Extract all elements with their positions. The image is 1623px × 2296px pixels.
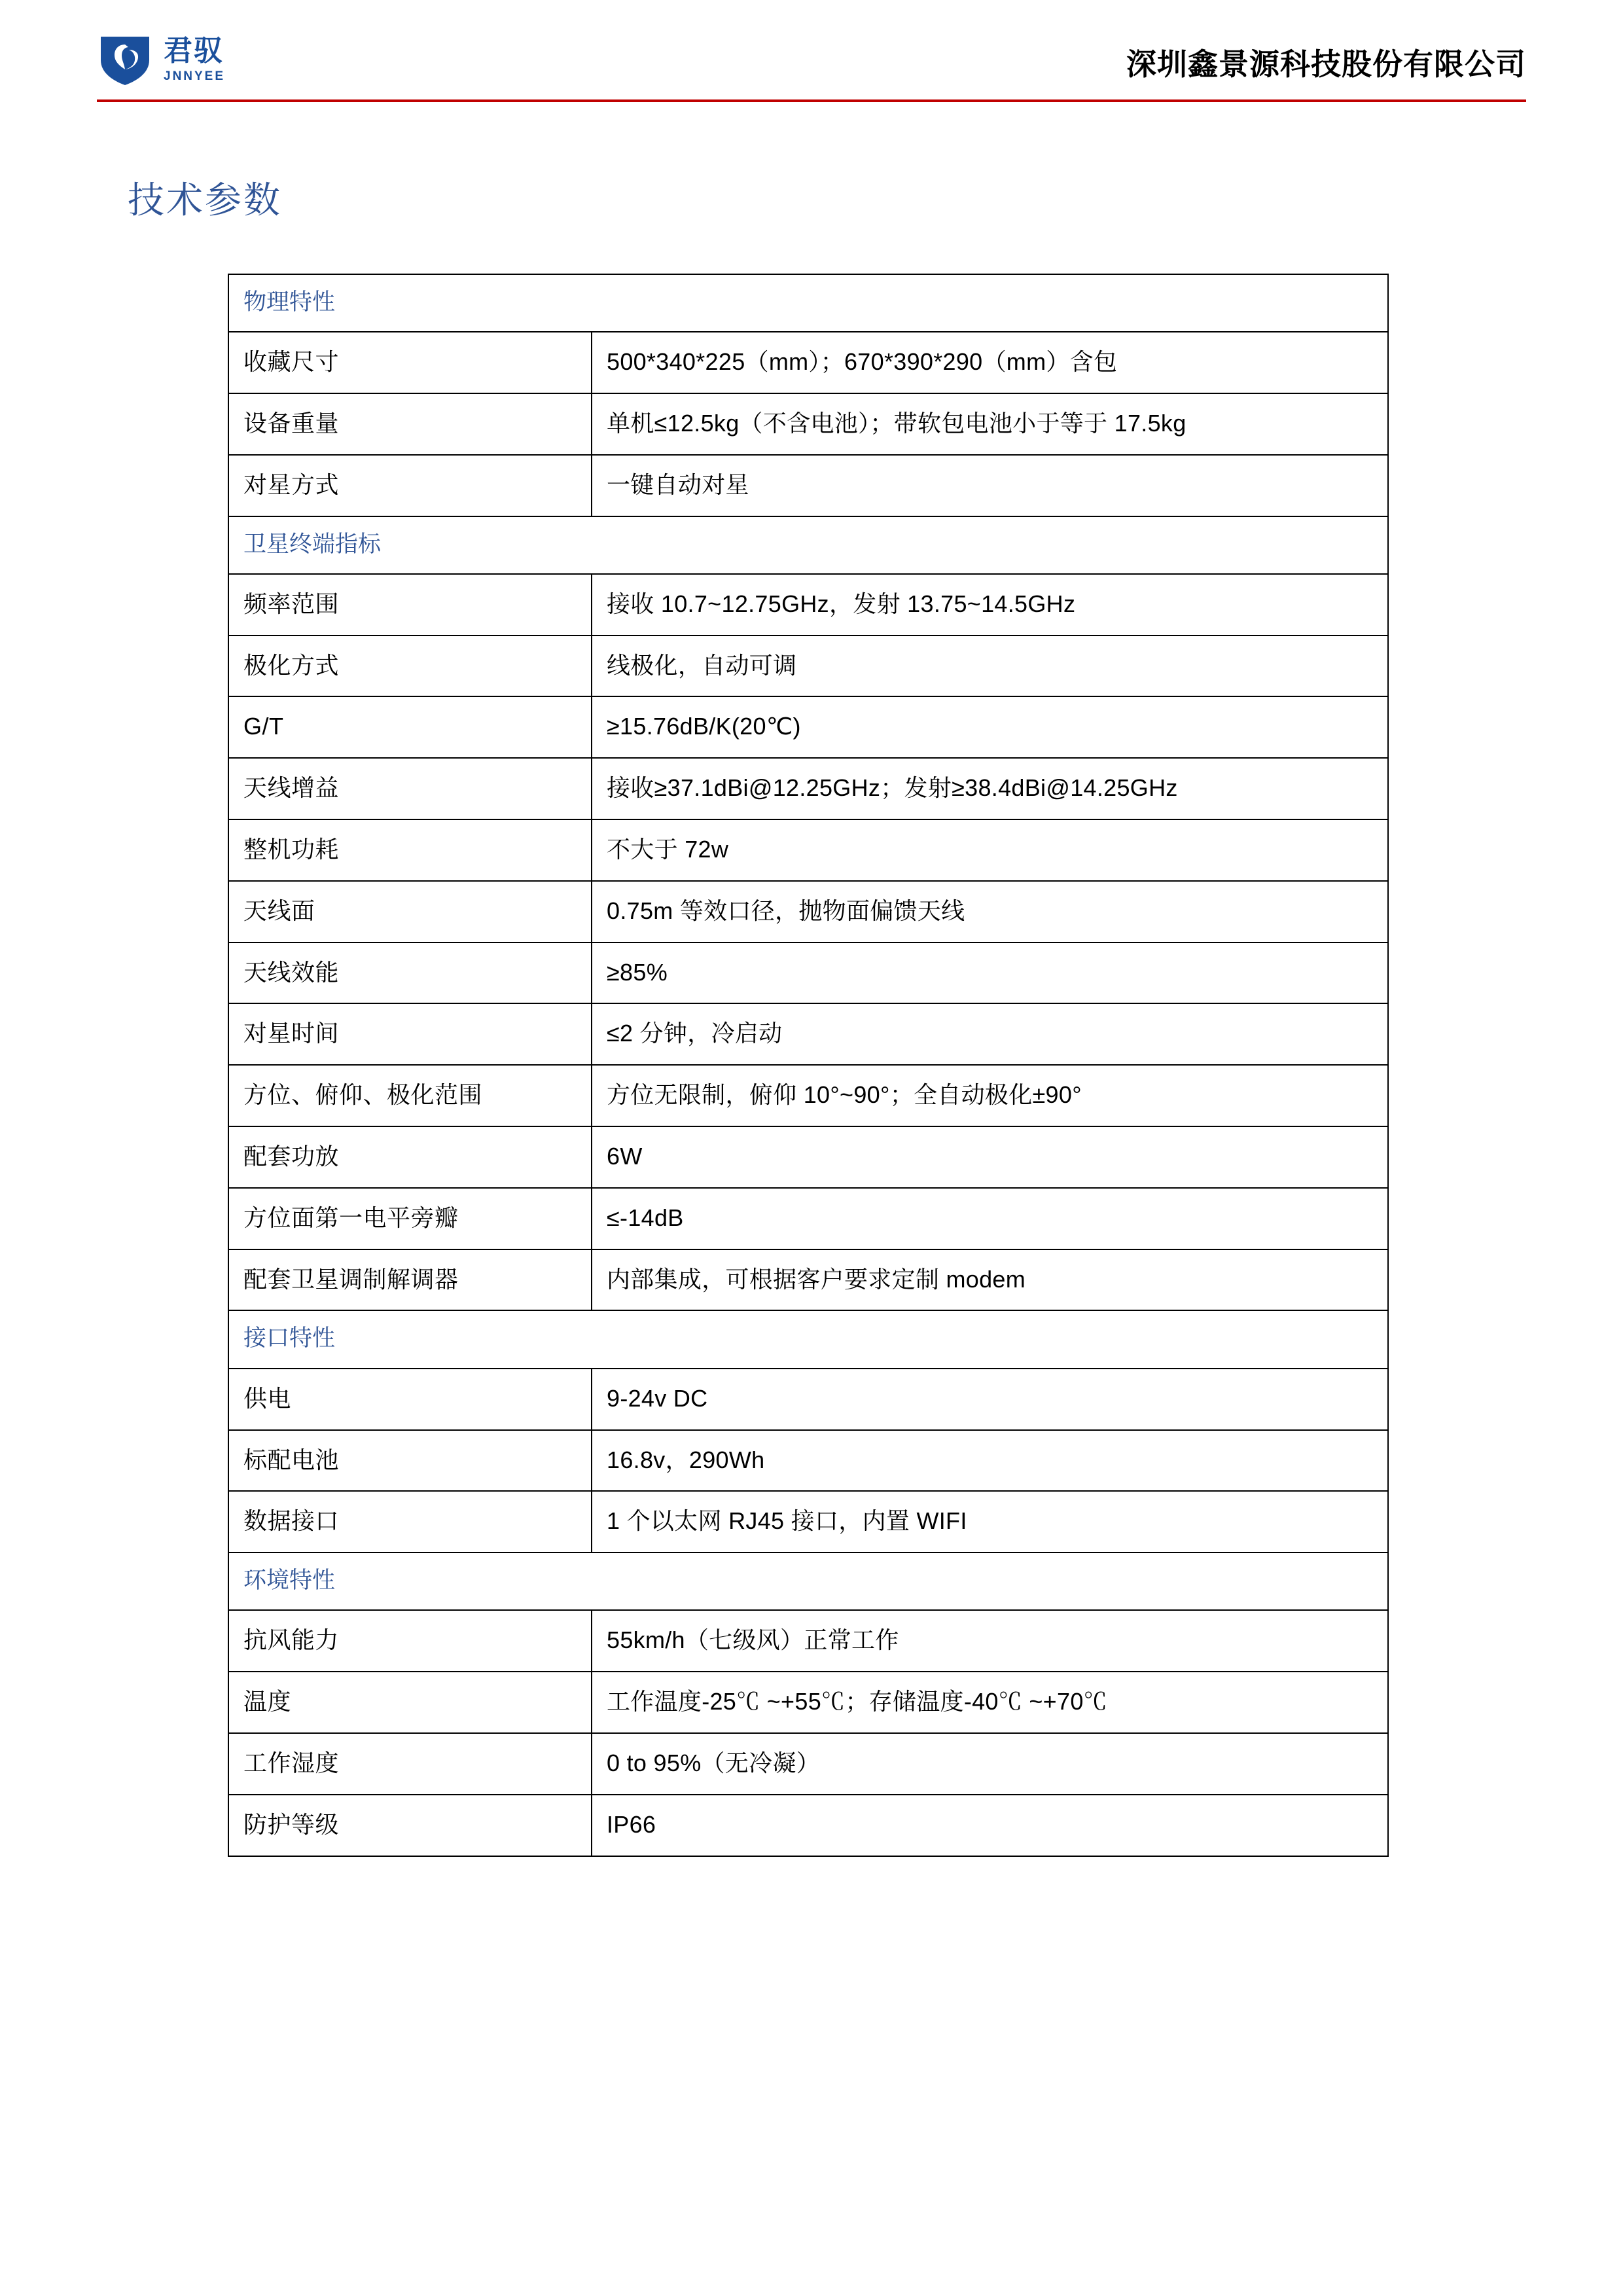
section-title: 环境特性 — [228, 1552, 1388, 1610]
table-row — [228, 1249, 1388, 1311]
table-section-row — [228, 1552, 1388, 1610]
table-row — [228, 1610, 1388, 1672]
table-row — [228, 1491, 1388, 1552]
spec-label: 设备重量 — [228, 393, 592, 455]
spec-value: ≥85% — [592, 942, 1388, 1004]
spec-label: 天线增益 — [228, 758, 592, 819]
table-row — [228, 1795, 1388, 1856]
spec-label: 配套卫星调制解调器 — [228, 1249, 592, 1311]
table-row — [228, 455, 1388, 516]
table-row — [228, 636, 1388, 697]
table-row — [228, 393, 1388, 455]
spec-label: 方位、俯仰、极化范围 — [228, 1065, 592, 1126]
spec-label: 整机功耗 — [228, 819, 592, 881]
spec-label: 天线面 — [228, 881, 592, 942]
shield-logo-icon — [97, 31, 153, 88]
spec-value: 接收≥37.1dBi@12.25GHz；发射≥38.4dBi@14.25GHz — [592, 758, 1388, 819]
specifications-table — [228, 274, 1389, 1857]
spec-value: 一键自动对星 — [592, 455, 1388, 516]
logo-brand-cn: 君驭 — [164, 35, 224, 67]
company-name: 深圳鑫景源科技股份有限公司 — [1126, 47, 1526, 81]
section-title: 接口特性 — [228, 1310, 1388, 1368]
table-row — [228, 574, 1388, 636]
spec-label: 数据接口 — [228, 1491, 592, 1552]
spec-label: 收藏尺寸 — [228, 332, 592, 393]
spec-label: 极化方式 — [228, 636, 592, 697]
spec-value: IP66 — [592, 1795, 1388, 1856]
table-row — [228, 332, 1388, 393]
logo-brand-en: JNNYEE — [164, 69, 226, 83]
spec-value: ≤-14dB — [592, 1188, 1388, 1249]
table-section-row — [228, 274, 1388, 332]
company-logo — [97, 31, 225, 88]
spec-value: 9-24v DC — [592, 1369, 1388, 1430]
spec-label: 抗风能力 — [228, 1610, 592, 1672]
spec-value: 接收 10.7~12.75GHz，发射 13.75~14.5GHz — [592, 574, 1388, 636]
logo-text — [164, 37, 225, 82]
spec-value: 方位无限制，俯仰 10°~90°；全自动极化±90° — [592, 1065, 1388, 1126]
spec-value: 16.8v，290Wh — [592, 1430, 1388, 1492]
spec-label: 标配电池 — [228, 1430, 592, 1492]
spec-label: 频率范围 — [228, 574, 592, 636]
table-row — [228, 881, 1388, 942]
section-title: 物理特性 — [228, 274, 1388, 332]
spec-label: 工作湿度 — [228, 1733, 592, 1795]
spec-value: 0 to 95%（无冷凝） — [592, 1733, 1388, 1795]
spec-value: 不大于 72w — [592, 819, 1388, 881]
spec-value: 55km/h（七级风）正常工作 — [592, 1610, 1388, 1672]
table-row — [228, 1369, 1388, 1430]
spec-label: 防护等级 — [228, 1795, 592, 1856]
spec-label: 温度 — [228, 1672, 592, 1733]
spec-label: 对星时间 — [228, 1003, 592, 1065]
table-section-row — [228, 1310, 1388, 1368]
spec-value: 内部集成，可根据客户要求定制 modem — [592, 1249, 1388, 1311]
table-row — [228, 819, 1388, 881]
table-row — [228, 1672, 1388, 1733]
table-row — [228, 1430, 1388, 1492]
table-row — [228, 758, 1388, 819]
spec-label: 方位面第一电平旁瓣 — [228, 1188, 592, 1249]
spec-label: 天线效能 — [228, 942, 592, 1004]
section-title: 卫星终端指标 — [228, 516, 1388, 574]
spec-value: 线极化，自动可调 — [592, 636, 1388, 697]
page-title: 技术参数 — [128, 179, 282, 221]
spec-label: 对星方式 — [228, 455, 592, 516]
spec-value: 1 个以太网 RJ45 接口，内置 WIFI — [592, 1491, 1388, 1552]
spec-value: 单机≤12.5kg（不含电池）；带软包电池小于等于 17.5kg — [592, 393, 1388, 455]
spec-label: 供电 — [228, 1369, 592, 1430]
specifications-table-body — [228, 274, 1388, 1856]
spec-value: 500*340*225（mm）；670*390*290（mm）含包 — [592, 332, 1388, 393]
spec-value: 0.75m 等效口径，抛物面偏馈天线 — [592, 881, 1388, 942]
table-row — [228, 1003, 1388, 1065]
header-content — [97, 26, 1526, 98]
table-section-row — [228, 516, 1388, 574]
spec-value: ≥15.76dB/K(20℃) — [592, 696, 1388, 758]
table-row — [228, 1733, 1388, 1795]
table-row — [228, 942, 1388, 1004]
table-row — [228, 1188, 1388, 1249]
spec-value: ≤2 分钟，冷启动 — [592, 1003, 1388, 1065]
spec-value: 工作温度-25℃ ~+55℃；存储温度-40℃ ~+70℃ — [592, 1672, 1388, 1733]
table-row — [228, 1126, 1388, 1188]
page-header — [0, 0, 1623, 115]
table-row — [228, 1065, 1388, 1126]
spec-label: 配套功放 — [228, 1126, 592, 1188]
spec-label: G/T — [228, 696, 592, 758]
spec-value: 6W — [592, 1126, 1388, 1188]
header-divider — [97, 99, 1526, 102]
table-row — [228, 696, 1388, 758]
